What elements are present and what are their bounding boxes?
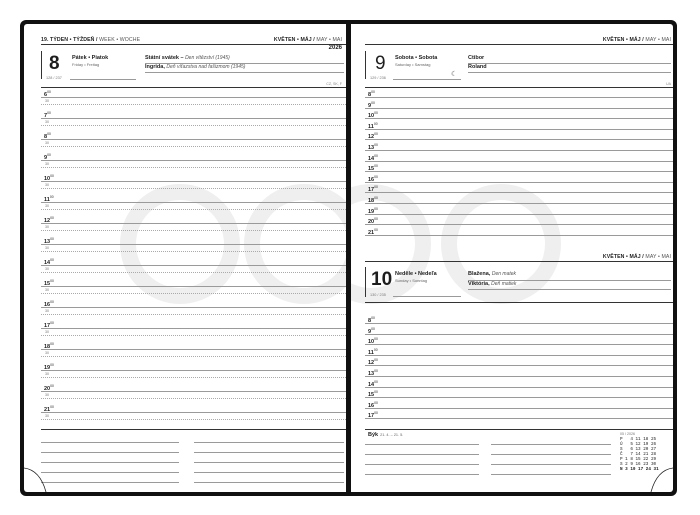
country-note: CZ, SK, F xyxy=(326,82,342,86)
hour-label: $8^{00}$ xyxy=(368,316,375,324)
hour-line[interactable] xyxy=(365,387,673,388)
month-label-translation: MAY • MAI xyxy=(645,37,671,43)
hour-label: $17^{00}$ xyxy=(368,185,378,194)
hour-line[interactable] xyxy=(365,418,673,419)
hour-minutes: 00 xyxy=(50,237,54,241)
hour-label: $15^{00}$ xyxy=(368,164,378,173)
hour-line[interactable] xyxy=(365,97,673,98)
hour-line[interactable] xyxy=(365,376,673,377)
notes-top-rule xyxy=(365,429,673,430)
notes-line[interactable] xyxy=(491,464,611,465)
hour-label: $10^{00}$ xyxy=(44,174,54,182)
hour-minutes: 00 xyxy=(50,363,54,367)
country-note: UA xyxy=(666,82,671,86)
zodiac-sign xyxy=(368,432,403,438)
diary-spread xyxy=(20,20,677,496)
hour-label: $9^{00}$ xyxy=(368,326,375,335)
hour-minutes: 00 xyxy=(47,111,51,115)
zodiac-dates: 21. 4. – 21. 5. xyxy=(380,433,404,437)
header-rule xyxy=(41,44,346,45)
hour-line[interactable] xyxy=(365,408,673,409)
hour-label: $13^{00}$ xyxy=(44,237,54,245)
month-label: KVĚTEN • MÁJ / xyxy=(602,37,644,43)
hour-minutes: 00 xyxy=(374,390,378,395)
half-hour-line[interactable] xyxy=(41,209,346,210)
mini-calendar-row: Č 7 14 21 28 xyxy=(620,452,657,457)
hour-line[interactable] xyxy=(365,118,673,119)
hour-label: $12^{00}$ xyxy=(368,358,378,367)
notes-line[interactable] xyxy=(41,462,179,463)
holiday-line-2 xyxy=(145,64,245,70)
half-hour-label: 30 xyxy=(45,309,49,313)
hour-minutes: 00 xyxy=(374,379,378,384)
hour-label: $10^{00}$ xyxy=(368,111,378,120)
hour-minutes: 00 xyxy=(47,132,51,136)
hour-line[interactable] xyxy=(41,286,346,287)
half-hour-label: 30 xyxy=(45,267,49,271)
hour-minutes: 00 xyxy=(50,405,54,409)
hour-line[interactable] xyxy=(365,344,673,345)
header-rule xyxy=(365,44,673,45)
hour-label: $10^{00}$ xyxy=(368,337,378,346)
half-hour-line[interactable] xyxy=(41,314,346,315)
day-name: Pátek • Piatok xyxy=(72,55,109,61)
holiday-description: Den vítězství (1945) xyxy=(185,55,230,61)
hour-minutes: 00 xyxy=(371,316,375,320)
header-rule xyxy=(365,261,673,262)
mini-calendar-row: Ú 5 12 19 26 xyxy=(620,442,657,447)
half-hour-label: 30 xyxy=(45,204,49,208)
hour-label: $18^{00}$ xyxy=(368,196,378,204)
half-hour-line[interactable] xyxy=(41,125,346,126)
year-label: 2026 xyxy=(328,45,342,51)
hour-line[interactable] xyxy=(365,203,673,204)
nameday-rule xyxy=(468,63,671,64)
hour-line[interactable] xyxy=(365,139,673,140)
hour-minutes: 00 xyxy=(47,90,51,94)
half-hour-label: 30 xyxy=(45,141,49,145)
week-label-translation: WEEK • WOCHE xyxy=(99,37,141,43)
half-hour-label: 30 xyxy=(45,372,49,376)
hour-label: $16^{00}$ xyxy=(44,300,54,308)
hour-label: $20^{00}$ xyxy=(368,217,378,226)
half-hour-line[interactable] xyxy=(41,377,346,378)
nameday-name: Blažena, xyxy=(468,271,491,277)
half-hour-label: 30 xyxy=(45,225,49,229)
day-underline xyxy=(70,79,136,80)
day-number: 8 xyxy=(49,53,60,74)
half-hour-line[interactable] xyxy=(41,293,346,294)
hour-minutes: 00 xyxy=(50,279,54,283)
month-label-translation: MAY • MAI xyxy=(645,254,671,260)
half-hour-label: 30 xyxy=(45,351,49,355)
mini-calendar-title: 05 / 2026 xyxy=(620,432,635,436)
mini-calendar-row: N 3 10 17 24 31 xyxy=(620,467,659,472)
half-hour-line[interactable] xyxy=(41,356,346,357)
notes-top-rule xyxy=(41,429,346,430)
day-underline xyxy=(393,79,461,80)
half-hour-label: 30 xyxy=(45,330,49,334)
hour-line[interactable] xyxy=(365,365,673,366)
week-label: 19. TÝDEN • TÝŽDEŇ / xyxy=(41,37,98,43)
hour-line[interactable] xyxy=(365,355,673,356)
hour-label: $8^{00}$ xyxy=(44,132,51,140)
hour-minutes: 00 xyxy=(374,132,378,137)
hour-minutes: 00 xyxy=(50,300,54,304)
day-name: Sobota • Sobota xyxy=(395,55,438,61)
hour-line[interactable] xyxy=(41,223,346,224)
hour-line[interactable] xyxy=(41,328,346,329)
hour-minutes: 00 xyxy=(374,111,378,116)
hour-minutes: 00 xyxy=(49,195,54,199)
hour-line[interactable] xyxy=(365,182,673,183)
notes-line[interactable] xyxy=(41,482,179,483)
notes-line[interactable] xyxy=(365,454,479,455)
day-name: Neděle • Nedeľa xyxy=(395,271,437,277)
hour-line[interactable] xyxy=(41,97,346,98)
hour-minutes: 00 xyxy=(374,337,378,342)
nameday-name: Ctibor xyxy=(468,55,485,61)
page-corner-right xyxy=(647,466,673,492)
hour-label: $18^{00}$ xyxy=(44,342,54,350)
hour-label: $13^{00}$ xyxy=(368,369,378,377)
nameday-description: Den matek xyxy=(491,271,517,277)
day-accent-bar xyxy=(41,51,42,79)
hour-label: $12^{00}$ xyxy=(44,216,54,224)
hour-line[interactable] xyxy=(41,244,346,245)
hour-line[interactable] xyxy=(365,397,673,398)
hour-label: $17^{00}$ xyxy=(44,321,54,329)
hour-label: $14^{00}$ xyxy=(368,379,378,388)
week-header xyxy=(41,37,140,43)
hour-line[interactable] xyxy=(365,214,673,215)
hour-line[interactable] xyxy=(365,323,673,324)
hour-label: $16^{00}$ xyxy=(368,174,378,183)
hour-line[interactable] xyxy=(365,235,673,236)
zodiac-name: Býk xyxy=(368,432,379,438)
schedule-top-rule xyxy=(365,87,673,88)
hour-label: $17^{00}$ xyxy=(368,411,378,420)
hour-label: $14^{00}$ xyxy=(44,258,54,266)
hour-label: $20^{00}$ xyxy=(44,384,54,392)
hour-label: $14^{00}$ xyxy=(368,153,378,162)
schedule-top-rule xyxy=(365,302,673,303)
hour-label: $21^{00}$ xyxy=(44,405,54,413)
nameday-name: Roland xyxy=(468,64,487,70)
half-hour-line[interactable] xyxy=(41,419,346,420)
half-hour-label: 30 xyxy=(45,288,49,292)
hour-line[interactable] xyxy=(365,129,673,130)
half-hour-label: 30 xyxy=(45,120,49,124)
nameday-rule xyxy=(468,72,671,73)
half-hour-label: 30 xyxy=(45,393,49,397)
day-name-translation: Saturday • Samstag xyxy=(395,62,431,67)
nameday-2 xyxy=(468,64,487,70)
hour-line[interactable] xyxy=(41,160,346,161)
hour-label: $11^{00}$ xyxy=(368,347,378,356)
nameday-description: Deň matiek xyxy=(491,281,517,287)
hour-minutes: 00 xyxy=(371,100,375,105)
notes-line[interactable] xyxy=(194,472,344,473)
hour-minutes: 00 xyxy=(50,342,54,346)
month-label-translation: MAY • MAI xyxy=(316,37,342,43)
page-corner-left xyxy=(24,466,50,492)
notes-line[interactable] xyxy=(491,454,611,455)
nameday-name: Ingrida, xyxy=(145,64,165,70)
hour-minutes: 00 xyxy=(47,153,51,157)
hour-line[interactable] xyxy=(41,265,346,266)
month-header xyxy=(603,254,671,260)
hour-minutes: 00 xyxy=(374,196,378,200)
notes-line[interactable] xyxy=(41,472,179,473)
nameday-rule xyxy=(468,289,671,290)
hour-line[interactable] xyxy=(41,307,346,308)
hour-line[interactable] xyxy=(41,118,346,119)
day-accent-bar xyxy=(365,51,366,79)
hour-label: $11^{00}$ xyxy=(368,121,378,130)
hour-minutes: 00 xyxy=(50,174,54,178)
moon-phase-icon: ☾ xyxy=(451,71,458,78)
right-page xyxy=(351,24,673,492)
hour-minutes: 00 xyxy=(373,121,378,126)
nameday-description: Deň víťazstva nad fašizmom (1945) xyxy=(166,64,246,70)
hour-label: $7^{00}$ xyxy=(44,111,51,119)
hour-minutes: 00 xyxy=(374,206,378,211)
notes-line[interactable] xyxy=(365,444,479,445)
hour-minutes: 00 xyxy=(50,216,54,220)
hour-minutes: 00 xyxy=(374,358,378,363)
day-counter: 128 / 237 xyxy=(46,76,62,80)
hour-minutes: 00 xyxy=(374,217,378,222)
mini-calendar-row: P 4 11 18 25 xyxy=(620,437,657,442)
half-hour-line[interactable] xyxy=(41,230,346,231)
half-hour-line[interactable] xyxy=(41,167,346,168)
left-page xyxy=(24,24,346,492)
month-label: KVĚTEN • MÁJ / xyxy=(602,254,644,260)
mini-calendar-row: S 2 9 16 23 30 xyxy=(620,462,657,467)
day-number: 9 xyxy=(375,53,386,74)
day-counter: 130 / 235 xyxy=(370,293,386,297)
half-hour-line[interactable] xyxy=(41,335,346,336)
day-number: 10 xyxy=(371,269,393,290)
nameday-1 xyxy=(468,271,516,277)
notes-line[interactable] xyxy=(194,482,344,483)
hour-minutes: 00 xyxy=(374,227,378,232)
hour-minutes: 00 xyxy=(50,321,54,325)
hour-minutes: 00 xyxy=(373,347,378,352)
half-hour-line[interactable] xyxy=(41,146,346,147)
holiday-line-1 xyxy=(145,55,230,61)
hour-minutes: 00 xyxy=(374,153,378,158)
schedule-top-rule xyxy=(41,87,346,88)
notes-line[interactable] xyxy=(365,464,479,465)
mini-calendar-row: S 6 13 20 27 xyxy=(620,447,657,452)
hour-minutes: 00 xyxy=(50,384,54,388)
hour-label: $16^{00}$ xyxy=(368,400,378,409)
nameday-name: Viktória, xyxy=(468,281,490,287)
hour-line[interactable] xyxy=(41,412,346,413)
hour-line[interactable] xyxy=(365,192,673,193)
hour-label: $12^{00}$ xyxy=(368,132,378,141)
hour-minutes: 00 xyxy=(371,326,375,331)
day-underline xyxy=(393,296,461,297)
hour-minutes: 00 xyxy=(374,185,378,190)
hour-minutes: 00 xyxy=(50,258,54,262)
hour-minutes: 00 xyxy=(374,411,378,416)
notes-line[interactable] xyxy=(41,452,179,453)
day-counter: 129 / 236 xyxy=(370,76,386,80)
hour-label: $6^{00}$ xyxy=(44,90,51,98)
holiday-line-rule xyxy=(145,72,344,73)
hour-minutes: 00 xyxy=(374,400,378,405)
hour-line[interactable] xyxy=(365,334,673,335)
hour-label: $15^{00}$ xyxy=(368,390,378,399)
hour-label: $19^{00}$ xyxy=(368,206,378,215)
notes-line[interactable] xyxy=(194,462,344,463)
hour-line[interactable] xyxy=(365,224,673,225)
hour-label: $11^{00}$ xyxy=(44,195,54,203)
hour-label: $21^{00}$ xyxy=(368,227,378,236)
hour-line[interactable] xyxy=(41,391,346,392)
hour-label: $15^{00}$ xyxy=(44,279,54,287)
hour-line[interactable] xyxy=(365,161,673,162)
notes-line[interactable] xyxy=(194,452,344,453)
hour-line[interactable] xyxy=(41,370,346,371)
hour-minutes: 00 xyxy=(374,369,378,373)
half-hour-line[interactable] xyxy=(41,272,346,273)
hour-minutes: 00 xyxy=(374,164,378,169)
hour-label: $9^{00}$ xyxy=(44,153,51,161)
nameday-1 xyxy=(468,55,484,61)
hour-line[interactable] xyxy=(41,139,346,140)
hour-line[interactable] xyxy=(365,171,673,172)
notes-line[interactable] xyxy=(194,442,344,443)
month-header xyxy=(603,37,671,43)
nameday-2 xyxy=(468,281,516,287)
half-hour-label: 30 xyxy=(45,162,49,166)
hour-label: $8^{00}$ xyxy=(368,90,375,98)
hour-label: $19^{00}$ xyxy=(44,363,54,371)
half-hour-label: 30 xyxy=(45,99,49,103)
day-accent-bar xyxy=(365,267,366,297)
half-hour-label: 30 xyxy=(45,246,49,250)
day-name-translation: Friday • Freitag xyxy=(72,62,100,67)
hour-minutes: 00 xyxy=(374,143,378,147)
mini-calendar-row: P 1 8 15 22 29 xyxy=(620,457,657,462)
notes-line[interactable] xyxy=(491,444,611,445)
hour-line[interactable] xyxy=(365,150,673,151)
day-name-translation: Sunday • Sonntag xyxy=(395,278,428,283)
hour-line[interactable] xyxy=(365,108,673,109)
hour-minutes: 00 xyxy=(371,90,375,94)
notes-line[interactable] xyxy=(491,474,611,475)
half-hour-line[interactable] xyxy=(41,398,346,399)
half-hour-label: 30 xyxy=(45,414,49,418)
hour-line[interactable] xyxy=(41,202,346,203)
notes-line[interactable] xyxy=(365,474,479,475)
holiday-title: Státní svátek – xyxy=(145,55,184,61)
hour-label: $13^{00}$ xyxy=(368,143,378,151)
notes-line[interactable] xyxy=(41,442,179,443)
half-hour-label: 30 xyxy=(45,183,49,187)
hour-minutes: 00 xyxy=(374,174,378,179)
hour-line[interactable] xyxy=(41,349,346,350)
month-header xyxy=(274,37,342,43)
half-hour-line[interactable] xyxy=(41,104,346,105)
hour-line[interactable] xyxy=(41,181,346,182)
half-hour-line[interactable] xyxy=(41,251,346,252)
hour-label: $9^{00}$ xyxy=(368,100,375,109)
month-label: KVĚTEN • MÁJ / xyxy=(273,37,315,43)
half-hour-line[interactable] xyxy=(41,188,346,189)
